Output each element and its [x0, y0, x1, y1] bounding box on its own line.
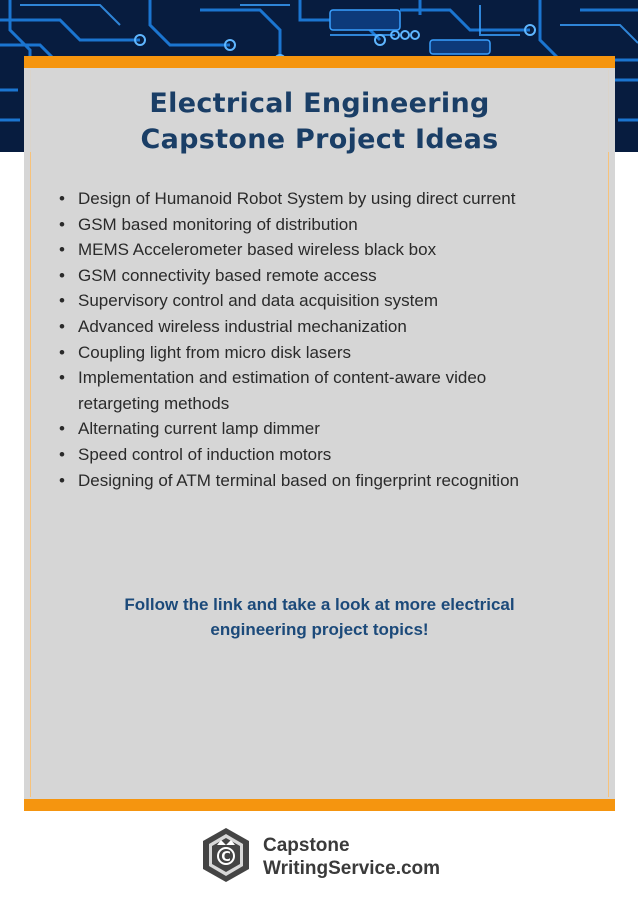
brand-name: [263, 834, 440, 880]
list-item: • MEMS Accelerometer based wireless black box: [57, 237, 547, 263]
cta-line-1: Follow the link and take a look at more electrical: [124, 595, 515, 614]
project-ideas-card: [24, 56, 615, 811]
list-item: • Advanced wireless industrial mechanization: [57, 314, 547, 340]
more-topics-link[interactable]: [54, 592, 585, 642]
list-item: • Supervisory control and data acquisition system: [57, 288, 547, 314]
brand-name-line-2: WritingService.com: [263, 858, 441, 879]
project-ideas-list: [57, 186, 547, 493]
brand-logo[interactable]: [200, 826, 460, 886]
list-item: • Alternating current lamp dimmer: [57, 416, 547, 442]
list-item: • Coupling light from micro disk lasers: [57, 340, 547, 366]
list-item: • GSM connectivity based remote access: [57, 263, 547, 289]
cta-line-2: engineering project topics!: [210, 620, 429, 639]
shield-crown-icon: [200, 826, 252, 884]
list-item: • GSM based monitoring of distribution: [57, 212, 547, 238]
page-title: [24, 86, 615, 158]
list-item: • Speed control of induction motors: [57, 442, 547, 468]
title-line-2: Capstone Project Ideas: [140, 124, 499, 155]
logo-mark-letter: C: [221, 850, 231, 865]
title-line-1: Electrical Engineering: [149, 88, 490, 119]
list-item: • Designing of ATM terminal based on fingerprint recognition: [57, 468, 547, 494]
list-item: • Design of Humanoid Robot System by using direct current: [57, 186, 547, 212]
list-item: • Implementation and estimation of content-aware video retargeting methods: [57, 365, 547, 416]
brand-name-line-1: Capstone: [263, 835, 350, 856]
